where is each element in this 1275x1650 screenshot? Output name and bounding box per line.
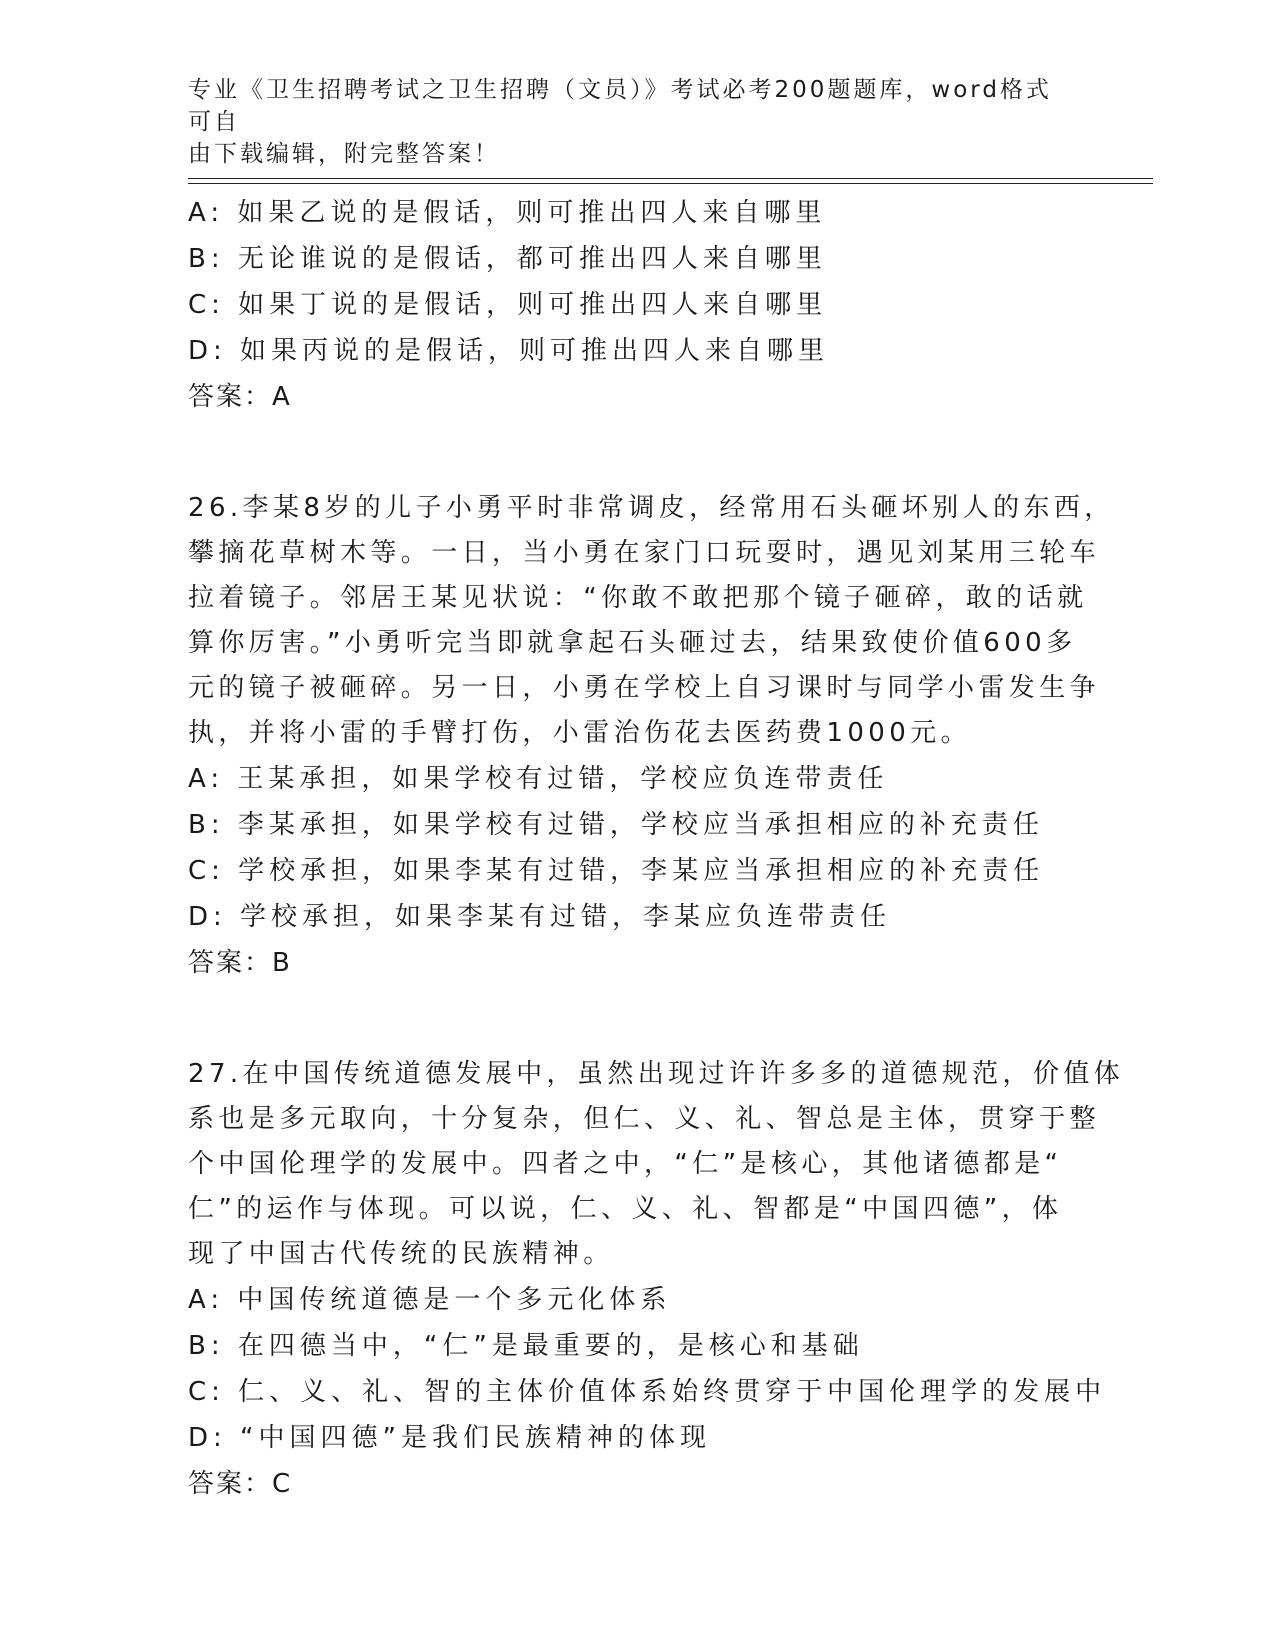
question-stem-line: 执，并将小雷的手臂打伤，小雷治伤花去医药费1000元。	[188, 718, 971, 748]
question-stem-line: 攀摘花草树木等。一日，当小勇在家门口玩耍时，遇见刘某用三轮车	[188, 538, 1101, 568]
question-stem-line: 个中国伦理学的发展中。四者之中，“仁”是核心，其他诸德都是“	[188, 1149, 1063, 1179]
document-header	[188, 74, 1068, 170]
option-a: A: 王某承担，如果学校有过错，学校应负连带责任	[188, 764, 889, 794]
option-b: B: 在四德当中，“仁”是最重要的，是核心和基础	[188, 1331, 864, 1361]
option-c: C: 如果丁说的是假话，则可推出四人来自哪里	[188, 290, 828, 320]
answer-line: 答案：B	[188, 948, 292, 978]
answer-line: 答案：C	[188, 1469, 293, 1499]
question-stem-line: 仁”的运作与体现。可以说，仁、义、礼、智都是“中国四德”，体	[188, 1194, 1063, 1224]
header-rule-top	[188, 178, 1153, 179]
option-a: A: 中国传统道德是一个多元化体系	[188, 1285, 672, 1315]
option-d: D: “中国四德”是我们民族精神的体现	[188, 1423, 711, 1453]
option-c: C: 仁、义、礼、智的主体价值体系始终贯穿于中国伦理学的发展中	[188, 1377, 1107, 1407]
question-stem-line: 算你厉害。”小勇听完当即就拿起石头砸过去，结果致使价值600多	[188, 628, 1077, 658]
question-stem-line: 26.李某8岁的儿子小勇平时非常调皮，经常用石头砸坏别人的东西，	[188, 493, 1115, 523]
question-stem-line: 系也是多元取向，十分复杂，但仁、义、礼、智总是主体，贯穿于整	[188, 1104, 1101, 1134]
header-line-1: 专业《卫生招聘考试之卫生招聘（文员）》考试必考200题题库，word格式可自	[188, 77, 1052, 135]
header-rule-bottom	[188, 183, 1153, 184]
option-a: A: 如果乙说的是假话，则可推出四人来自哪里	[188, 198, 827, 228]
question-stem-line: 元的镜子被砸碎。另一日，小勇在学校上自习课时与同学小雷发生争	[188, 673, 1101, 703]
question-stem-line: 现了中国古代传统的民族精神。	[188, 1239, 614, 1269]
question-spacer	[188, 420, 1088, 486]
question-stem-line: 27.在中国传统道德发展中，虽然出现过许许多多的道德规范，价值体	[188, 1059, 1125, 1089]
question-spacer	[188, 986, 1088, 1052]
option-d: D: 如果丙说的是假话，则可推出四人来自哪里	[188, 336, 830, 366]
question-27-block	[188, 1052, 1125, 1507]
option-b: B: 李某承担，如果学校有过错，学校应当承担相应的补充责任	[188, 810, 1044, 840]
question-26-block	[188, 486, 1115, 986]
answer-line: 答案：A	[188, 382, 292, 412]
option-b: B: 无论谁说的是假话，都可推出四人来自哪里	[188, 244, 827, 274]
header-line-2: 由下载编辑，附完整答案！	[188, 141, 500, 167]
document-body	[188, 190, 1125, 1507]
option-c: C: 学校承担，如果李某有过错，李某应当承担相应的补充责任	[188, 856, 1045, 886]
question-stem-line: 拉着镜子。邻居王某见状说：“你敢不敢把那个镜子砸碎，敢的话就	[188, 583, 1088, 613]
option-d: D: 学校承担，如果李某有过错，李某应负连带责任	[188, 902, 892, 932]
question-25-block	[188, 190, 1088, 420]
